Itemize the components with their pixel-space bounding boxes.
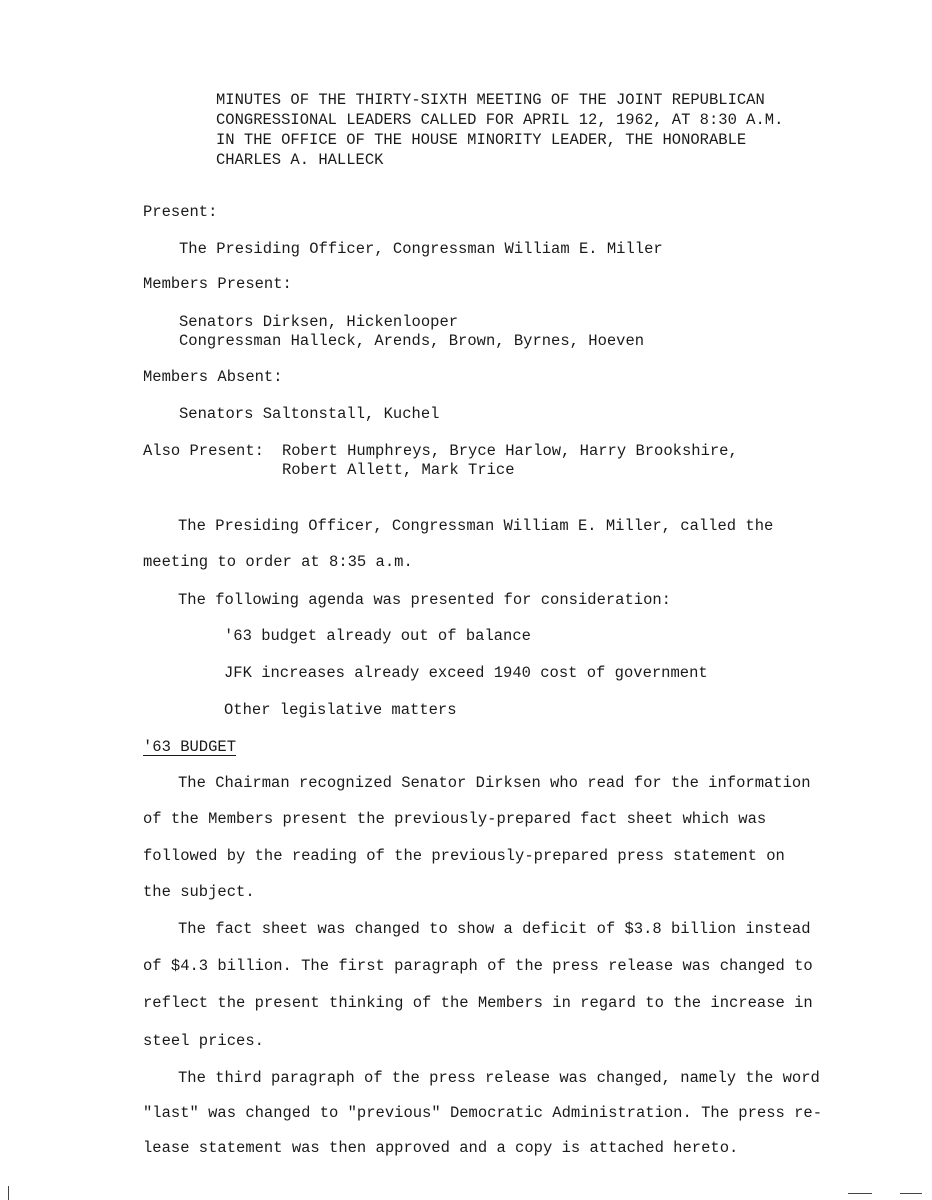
scan-edge-mark xyxy=(848,1193,872,1194)
agenda-item-3: Other legislative matters xyxy=(224,701,457,719)
section-heading-63-budget: '63 BUDGET xyxy=(143,738,237,756)
paragraph-2-line-2: of $4.3 billion. The first paragraph of the press release was changed to xyxy=(143,957,813,975)
title-line-1: MINUTES OF THE THIRTY-SIXTH MEETING OF THE JOINT REPUBLICAN xyxy=(216,91,765,109)
present-label: Present: xyxy=(143,203,218,221)
also-present-line-2: Robert Allett, Mark Trice xyxy=(282,461,515,479)
also-present-label: Also Present: xyxy=(143,442,264,460)
paragraph-2-line-4: steel prices. xyxy=(143,1032,264,1050)
title-line-2: CONGRESSIONAL LEADERS CALLED FOR APRIL 12, 1962, AT 8:30 A.M. xyxy=(216,111,784,129)
also-present-line-1: Robert Humphreys, Bryce Harlow, Harry Brookshire, xyxy=(282,442,738,460)
call-to-order-line-2: meeting to order at 8:35 a.m. xyxy=(143,553,413,571)
title-line-4: CHARLES A. HALLECK xyxy=(216,151,384,169)
paragraph-1-line-3: followed by the reading of the previously-prepared press statement on xyxy=(143,847,785,865)
paragraph-2-line-1: The fact sheet was changed to show a deficit of $3.8 billion instead xyxy=(178,920,811,938)
paragraph-3-line-1: The third paragraph of the press release was changed, namely the word xyxy=(178,1069,820,1087)
agenda-item-1: '63 budget already out of balance xyxy=(224,627,531,645)
paragraph-1-line-1: The Chairman recognized Senator Dirksen who read for the information xyxy=(178,774,811,792)
agenda-item-2: JFK increases already exceed 1940 cost of government xyxy=(224,664,708,682)
presiding-officer-line: The Presiding Officer, Congressman William E. Miller xyxy=(179,240,663,258)
paragraph-1-line-2: of the Members present the previously-prepared fact sheet which was xyxy=(143,810,767,828)
members-absent-label: Members Absent: xyxy=(143,368,283,386)
scan-edge-mark xyxy=(900,1193,922,1194)
agenda-intro: The following agenda was presented for consideration: xyxy=(178,591,671,609)
members-present-label: Members Present: xyxy=(143,275,292,293)
call-to-order-line-1: The Presiding Officer, Congressman William E. Miller, called the xyxy=(178,517,774,535)
title-line-3: IN THE OFFICE OF THE HOUSE MINORITY LEADER, THE HONORABLE xyxy=(216,131,747,149)
paragraph-3-line-3: lease statement was then approved and a copy is attached hereto. xyxy=(143,1139,739,1157)
members-present-line-1: Senators Dirksen, Hickenlooper xyxy=(179,313,459,331)
scan-edge-mark xyxy=(8,1186,9,1200)
members-present-line-2: Congressman Halleck, Arends, Brown, Byrnes, Hoeven xyxy=(179,332,645,350)
paragraph-1-line-4: the subject. xyxy=(143,883,255,901)
paragraph-3-line-2: "last" was changed to "previous" Democratic Administration. The press re- xyxy=(143,1104,823,1122)
paragraph-2-line-3: reflect the present thinking of the Members in regard to the increase in xyxy=(143,994,813,1012)
members-absent-line: Senators Saltonstall, Kuchel xyxy=(179,405,440,423)
